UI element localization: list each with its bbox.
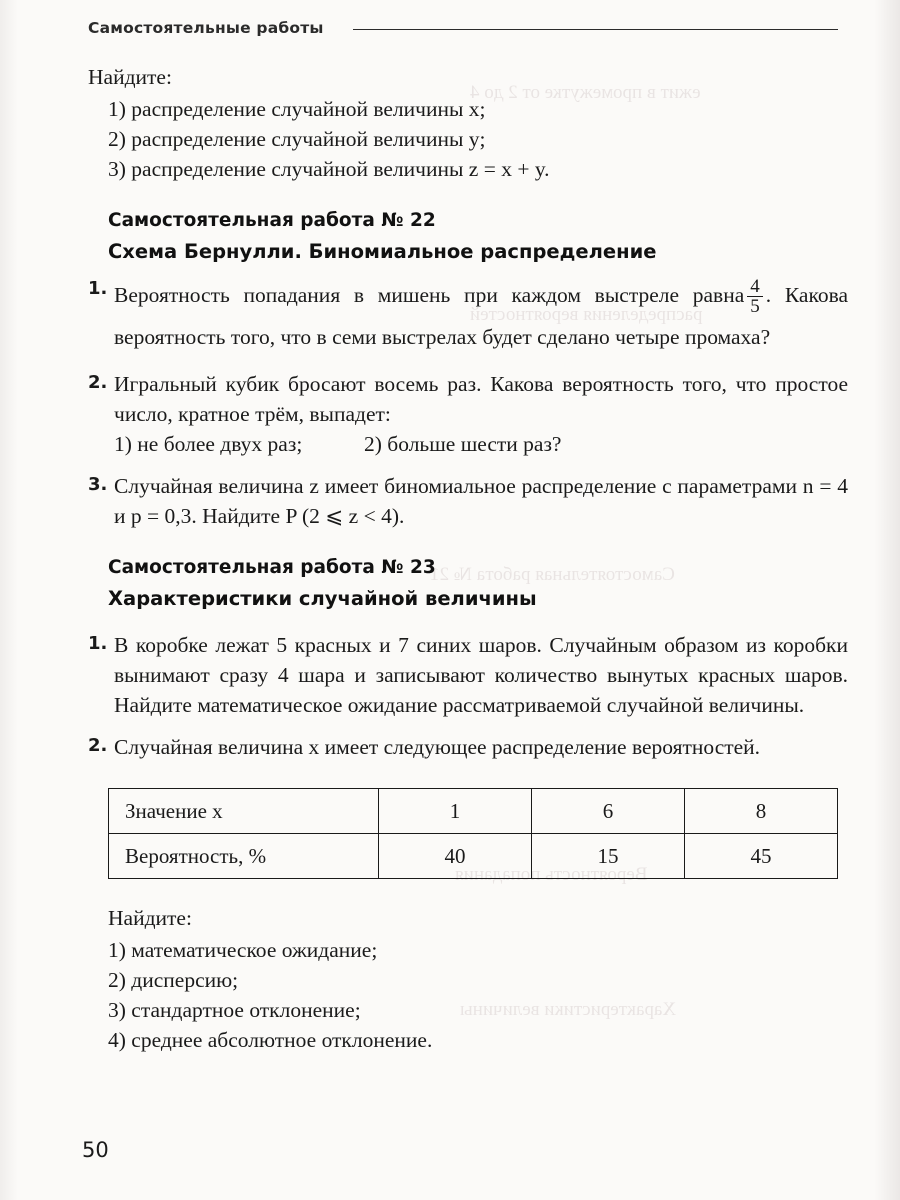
- running-head: [88, 18, 838, 44]
- page-number: 50: [82, 1138, 109, 1162]
- find-item-1: 1) распределение случайной величины x;: [108, 97, 486, 121]
- task-23-1-body: В коробке лежат 5 красных и 7 синих шаров. Случайным образом из коробки вынимают сразу 4 шара и записывают количество вынутых красных шаров. Найдите математическое ожидание рассматриваемой случайной величины.: [114, 633, 848, 718]
- table-row-label-probability: Вероятность, %: [109, 834, 379, 879]
- find-item-3: 3) распределение случайной величины z = x + y.: [108, 157, 550, 181]
- table-cell-x-1: 1: [379, 789, 532, 834]
- table-cell-p-2: 15: [532, 834, 685, 879]
- task-22-2-text: Игральный кубик бросают восемь раз. Какова вероятность того, что простое число, кратное трём, выпадет:: [114, 372, 848, 427]
- task-23-1-number: 1.: [88, 633, 108, 655]
- bottom-find-item-1: 1) математическое ожидание;: [108, 938, 378, 963]
- task-22-1-number: 1.: [88, 278, 108, 299]
- running-head-text: Самостоятельные работы: [88, 19, 324, 37]
- table-row-label-value: Значение x: [109, 789, 379, 834]
- task-22-3-body: Случайная величина z имеет биномиальное распределение с параметрами n = 4 и p = 0,3. Найдите P (2 ⩽ z < 4).: [114, 474, 848, 529]
- task-22-2-subitem-1: 1) не более двух раз;: [114, 432, 303, 457]
- page-edge-shadow-right: [874, 0, 900, 1200]
- section-23-title: Характеристики случайной величины: [108, 587, 537, 611]
- bottom-find-item-2: 2) дисперсию;: [108, 968, 239, 993]
- fraction-4-5: [747, 277, 763, 318]
- section-22-heading: Самостоятельная работа № 22: [108, 210, 436, 231]
- running-head-rule: [353, 18, 838, 30]
- fraction-numerator: 4: [750, 275, 760, 297]
- section-22-title: Схема Бернулли. Биномиальное распределение: [108, 240, 657, 263]
- table-cell-x-2: 6: [532, 789, 685, 834]
- task-23-2: [88, 732, 848, 762]
- bleed-text-5: Характеристики величины: [460, 999, 677, 1020]
- task-22-3-number: 3.: [88, 474, 108, 496]
- section-23-heading: Самостоятельная работа № 23: [108, 557, 436, 579]
- task-22-1: [88, 275, 848, 357]
- bleed-text-1: ежит в промежутке от 2 до 4: [470, 82, 701, 103]
- page-content: [88, 58, 848, 1055]
- bottom-find-item-3: 3) стандартное отклонение;: [108, 998, 361, 1023]
- table-row: [109, 834, 838, 879]
- task-22-2-body: [114, 369, 848, 459]
- distribution-table: [108, 788, 838, 879]
- task-22-1-text-after: . Какова вероятность того, что в семи выстрелах будет сделано четыре промаха?: [114, 283, 848, 350]
- table-cell-p-1: 40: [379, 834, 532, 879]
- task-22-1-text-before: Вероятность попадания в мишень при каждом выстреле равна: [114, 283, 745, 307]
- page-edge-shadow-left: [0, 0, 18, 1200]
- top-find-block: [88, 62, 848, 184]
- bleed-text-4: Вероятность попадания: [455, 864, 648, 885]
- table-row: [109, 789, 838, 834]
- task-22-1-body: [114, 275, 848, 357]
- task-23-2-body: Случайная величина x имеет следующее распределение вероятностей.: [114, 735, 761, 760]
- find-item-2: 2) распределение случайной величины y;: [108, 127, 486, 151]
- bleed-text-2: распределения вероятностей: [470, 304, 703, 325]
- bottom-find-item-4: 4) среднее абсолютное отклонение.: [108, 1028, 433, 1053]
- task-22-2-number: 2.: [88, 372, 108, 394]
- find-lead: Найдите:: [88, 65, 172, 89]
- task-23-1: [88, 630, 848, 720]
- table-cell-x-3: 8: [685, 789, 838, 834]
- task-23-2-number: 2.: [88, 735, 108, 757]
- task-22-3: [88, 471, 848, 531]
- table-cell-p-3: 45: [685, 834, 838, 879]
- task-22-2-subitems: [114, 429, 848, 459]
- bottom-find-block: [88, 903, 848, 1055]
- task-22-2: [88, 369, 848, 459]
- fraction-denominator: 5: [747, 296, 763, 317]
- bottom-find-lead: Найдите:: [108, 906, 192, 931]
- bleed-text-3: Самостоятельная работа № 21: [430, 564, 675, 585]
- task-22-2-subitem-2: 2) больше шести раз?: [364, 432, 562, 457]
